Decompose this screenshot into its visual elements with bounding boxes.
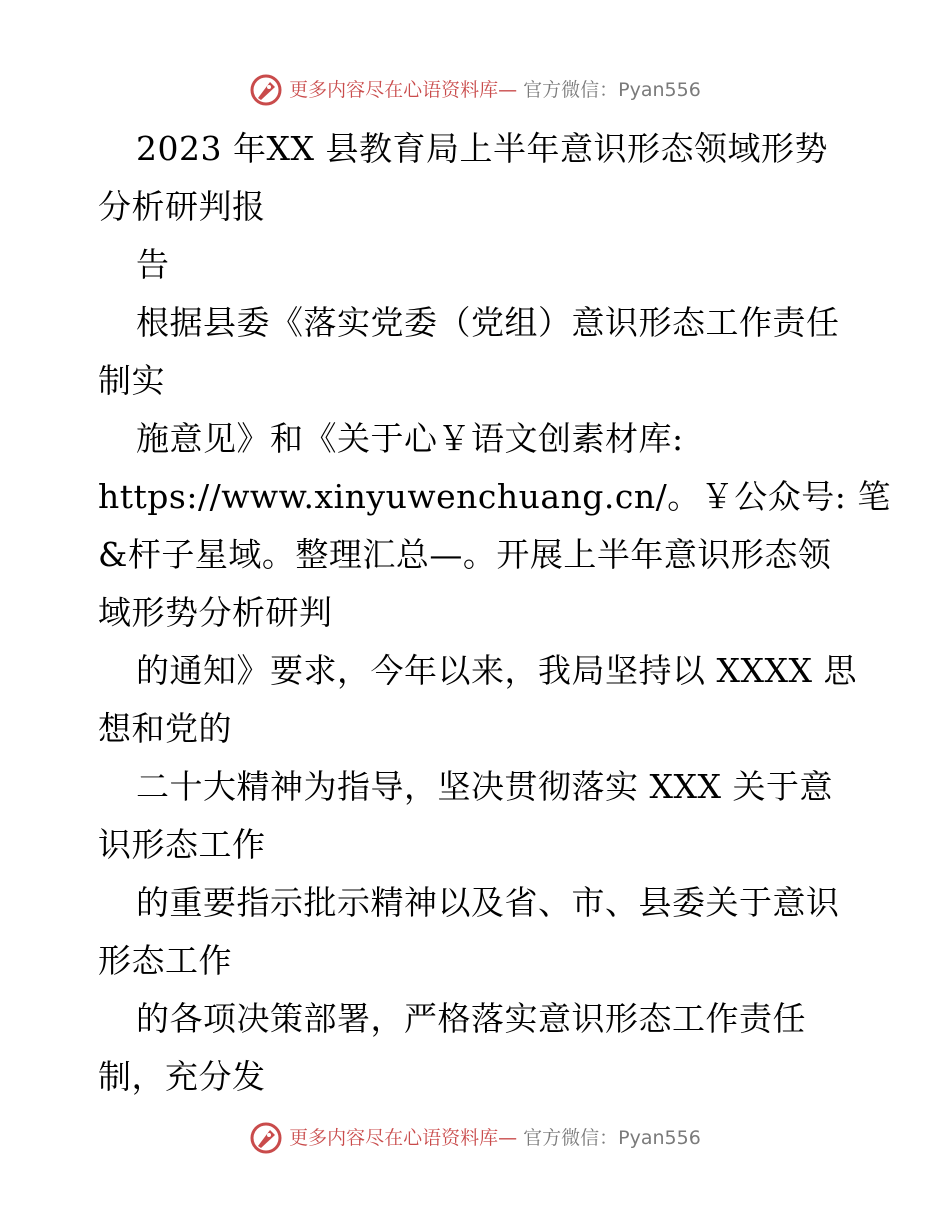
text-line: 制，充分发 — [98, 1057, 266, 1096]
text-line: 的重要指示批示精神以及省、市、县委关于意识 — [136, 883, 840, 922]
pen-nib-logo-icon — [249, 73, 283, 107]
text-line: 制实 — [98, 361, 165, 400]
text-line: 的各项决策部署，严格落实意识形态工作责任 — [136, 999, 806, 1038]
banner-red-text: 更多内容尽在心语资料库— — [289, 1126, 518, 1149]
text-line: &杆子星域。整理汇总—。开展上半年意识形态领 — [98, 535, 832, 574]
text-line: 施意见》和《关于心￥语文创素材库: — [136, 419, 684, 458]
text-line: 想和党的 — [98, 709, 232, 748]
text-line: 告 — [136, 245, 170, 284]
text-line: 形态工作 — [98, 941, 232, 980]
banner-gray-text: 官方微信：Pyan556 — [523, 1126, 701, 1149]
text-line: 识形态工作 — [98, 825, 266, 864]
text-line: 的通知》要求，今年以来，我局坚持以 XXXX 思 — [136, 651, 857, 690]
banner-red-text: 更多内容尽在心语资料库— — [289, 78, 518, 101]
text-line: 分析研判报 — [98, 187, 266, 226]
text-line: 2023 年XX 县教育局上半年意识形态领域形势 — [136, 129, 828, 168]
text-line: 二十大精神为指导，坚决贯彻落实 XXX 关于意 — [136, 767, 833, 806]
text-line: 域形势分析研判 — [98, 593, 333, 632]
text-line: https://www.xinyuwenchuang.cn/。￥公众号: 笔 — [98, 477, 891, 516]
text-line: 根据县委《落实党委（党组）意识形态工作责任 — [136, 303, 840, 342]
document-body — [98, 120, 891, 1106]
footer-watermark-banner — [0, 1118, 950, 1158]
header-watermark-banner — [0, 70, 950, 110]
banner-gray-text: 官方微信：Pyan556 — [523, 78, 701, 101]
pen-nib-logo-icon — [249, 1121, 283, 1155]
